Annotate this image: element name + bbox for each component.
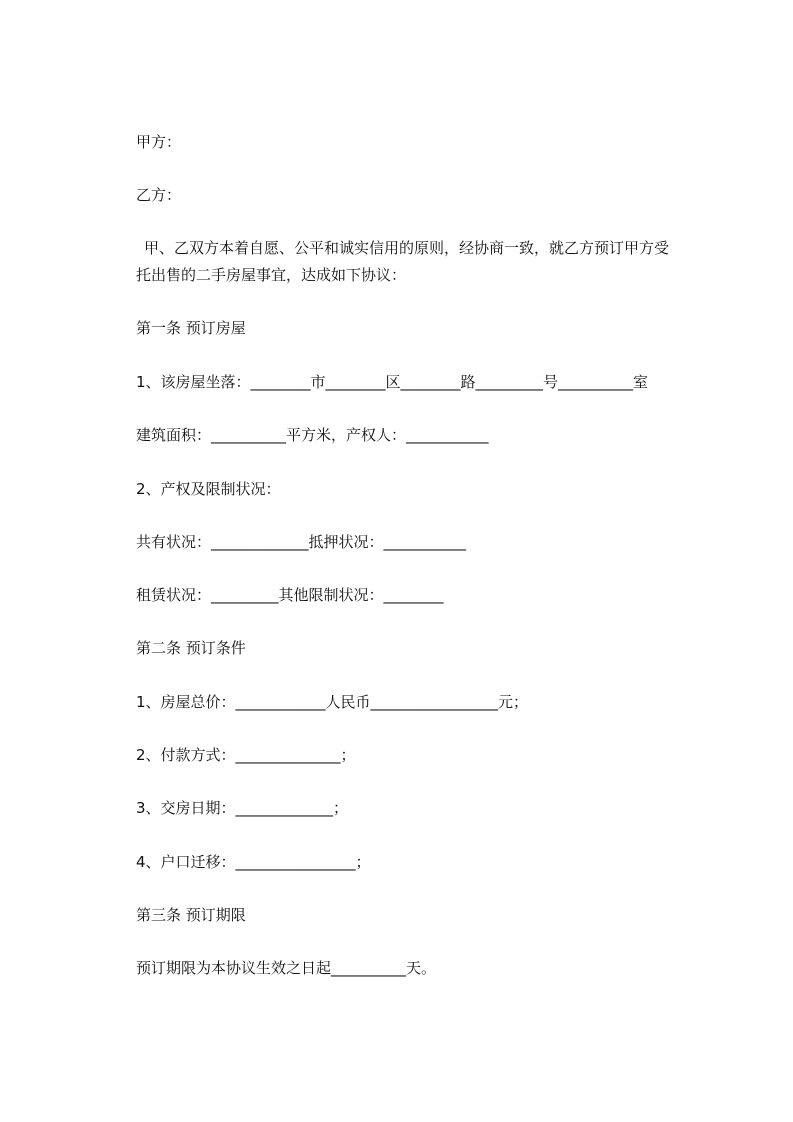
article-1-location: 1、该房屋坐落：________市________区________路_________号__________室 (136, 373, 649, 391)
party-a-label: 甲方： (136, 133, 182, 151)
article-2-hukou: 4、户口迁移：________________； (136, 853, 371, 871)
party-b-label: 乙方： (136, 186, 182, 204)
article-1-area: 建筑面积：__________平方米，产权人：___________ (136, 426, 489, 444)
article-3-text: 预订期限为本协议生效之日起__________天。 (136, 959, 437, 977)
article-2-payment: 2、付款方式：______________； (136, 746, 356, 764)
article-1-coownership: 共有状况：_____________抵押状况：___________ (136, 533, 467, 551)
preamble-line-2: 托出售的二手房屋事宜，达成如下协议： (136, 266, 407, 284)
preamble-line-1: 甲、乙双方本着自愿、公平和诚实信用的原则，经协商一致，就乙方预订甲方受 (144, 239, 670, 257)
article-2-price: 1、房屋总价：____________人民币_________________元； (136, 693, 529, 711)
article-2-delivery-date: 3、交房日期：_____________； (136, 799, 349, 817)
article-1-title: 第一条 预订房屋 (136, 319, 246, 337)
article-1-lease: 租赁状况：_________其他限制状况：________ (136, 586, 444, 604)
article-2-title: 第二条 预订条件 (136, 639, 246, 657)
article-1-rights: 2、产权及限制状况： (136, 480, 281, 498)
article-3-title: 第三条 预订期限 (136, 906, 246, 924)
